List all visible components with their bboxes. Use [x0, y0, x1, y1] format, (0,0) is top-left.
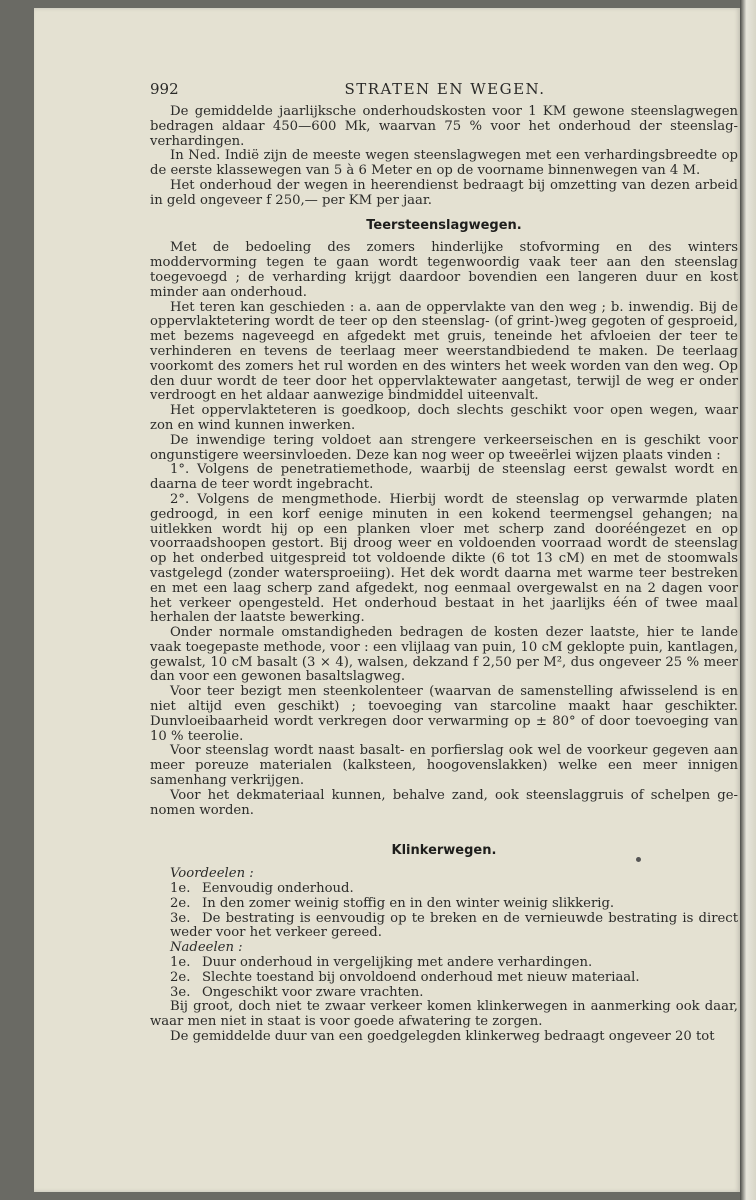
paragraph: Voor teer bezigt men steenkolenteer (waarvan de samenstelling afwisselend is en niet altijd even geschikt) ; toevoeging van starcoline maakt haar geschikter. Dunvloeibaarheid wordt verkregen door verwarming op ± 80° of door toevoeging van 10 % teerolie.: [150, 684, 738, 744]
paragraph: De gemiddelde duur van een goedgelegden klinkerweg bedraagt ongeveer 20 tot: [170, 1029, 715, 1045]
section-heading-teersteenslagwegen: Teersteenslagwegen.: [366, 217, 522, 233]
paragraph: Het oppervlakteteren is goedkoop, doch slechts geschikt voor open wegen, waar zon en wind kunnen inwerken.: [150, 403, 738, 433]
paragraph: Voor steenslag wordt naast basalt- en porfierslag ook wel de voorkeur gegeven aan meer poreuze materialen (kalksteen, hoogovenslakken) welke een meer innigen samenhang verkrijgen.: [150, 743, 738, 789]
advantages-list: [150, 867, 738, 941]
disadvantages-list: [150, 941, 738, 1000]
list-item: 3e. De bestrating is eenvoudig op te breken en de vernieuwde bestrating is direct weder voor het verkeer gereed.: [170, 910, 738, 941]
page-header: [150, 80, 740, 104]
paragraph: Bij groot, doch niet te zwaar verkeer komen klinkerwegen in aanmerking ook daar, waar men niet in staat is voor goede afwatering te zorgen.: [150, 999, 738, 1030]
list-item: 1e. Duur onderhoud in vergelijking met andere verhardingen.: [170, 955, 593, 971]
book-edge: [740, 0, 756, 1200]
list-item: 2e. Slechte toestand bij onvoldoend onderhoud met nieuw materiaal.: [170, 969, 640, 985]
list-item: 3e. Ongeschikt voor zware vrachten.: [170, 984, 424, 1000]
paragraph: Voor het dekmateriaal kunnen, behalve zand, ook steenslaggruis of schelpen genomen worden.: [150, 787, 738, 818]
page-number: 992: [150, 80, 179, 98]
intro-paragraph: De gemiddelde jaarlijksche onderhoudskosten voor 1 KM gewone steenslagwegen bedragen aldaar 450—600 Mk, waarvan 75 % voor het onderhoud der steenslag-verhardingen.: [150, 104, 738, 149]
paragraph: Met de bedoeling des zomers hinderlijke stofvorming en des winters moddervorming tegen te gaan wordt tegenwoordig vaak teer aan den steenslag toegevoegd ; de verharding krijgt daardoor bovendien een langeren duur en kost minder aan onderhoud.: [150, 240, 738, 300]
list-item: 1e. Eenvoudig onderhoud.: [170, 881, 354, 897]
paragraph: 2°. Volgens de mengmethode. Hierbij wordt de steenslag op verwarmde platen gedroogd, in een korf eenige minuten in een kokend teermengsel gehangen; na uitlekken wordt hij op een planken vloer met scherp zand doorééngezet en op voorraadshoopen gestort. Bij droog weer en voldoenden voorraad wordt de steenslag op het onderbed uitgespreid tot voldoende dikte (6 tot 13 cM) en met de stoomwals vastgelegd (zonder watersproeiing). Het dek wordt daarna met warme teer bestreken en met een laag scherp zand afgedekt, nog eenmaal overgewalst en na 2 dagen voor het verkeer opengesteld. Het onderhoud bestaat in het jaarlijks één of twee maal herhalen der laatste bewerking.: [150, 491, 738, 626]
paragraph: Onder normale omstandigheden bedragen de kosten dezer laatste, hier te lande vaak toegepaste methode, voor : een vlijlaag van puin, 10 cM geklopte puin, kantlagen, gewalst, 10 cM basalt (3 × 4), walsen, dekzand f 2,50 per M², dus ongeveer 25 % meer dan voor een gewonen basaltslagweg.: [150, 625, 738, 685]
paragraph: Het teren kan geschieden : a. aan de oppervlakte van den weg ; b. inwendig. Bij de oppervlaktetering wordt de teer op den steenslag- (of grint-)weg gegoten of gesproeid, met bezems nageveegd en afgedekt met gruis, teneinde het afvloeien der teer te verhinderen en tevens de teerlaag meer weerstandbiedend te maken. De teerlaag voorkomt des zomers het rul worden en des winters het week worden van den weg. Op den duur wordt de teer door het oppervlaktewater aangetast, terwijl de weg er onder verdroogt en het aldaar aanwezige bindmiddel uiteenvalt.: [150, 299, 738, 404]
ink-speck: [636, 857, 641, 862]
running-title: STRATEN EN WEGEN.: [344, 80, 546, 98]
paragraph: 1°. Volgens de penetratiemethode, waarbij de steenslag eerst gewalst wordt en daarna de teer wordt ingebracht.: [150, 462, 738, 493]
paragraph: De inwendige tering voldoet aan strengere verkeerseischen en is geschikt voor ongunstigere weersinvloeden. Deze kan nog weer op tweeërlei wijzen plaats vinden :: [150, 432, 738, 463]
advantages-label: Voordeelen :: [170, 866, 254, 882]
intro-paragraph: Het onderhoud der wegen in heerendienst bedraagt bij omzetting van dezen arbeid in geld ongeveer f 250,— per KM per jaar.: [150, 177, 738, 208]
disadvantages-label: Nadeelen :: [170, 940, 243, 956]
page-body: [150, 105, 738, 1045]
section-heading-klinkerwegen: Klinkerwegen.: [391, 843, 497, 859]
list-item: 2e. In den zomer weinig stoffig en in den winter weinig slikkerig.: [170, 895, 615, 911]
intro-paragraph: In Ned. Indië zijn de meeste wegen steenslagwegen met een verhardingsbreedte op de eerste klassewegen van 5 à 6 Meter en op de voorname binnenwegen van 4 M.: [150, 148, 738, 179]
